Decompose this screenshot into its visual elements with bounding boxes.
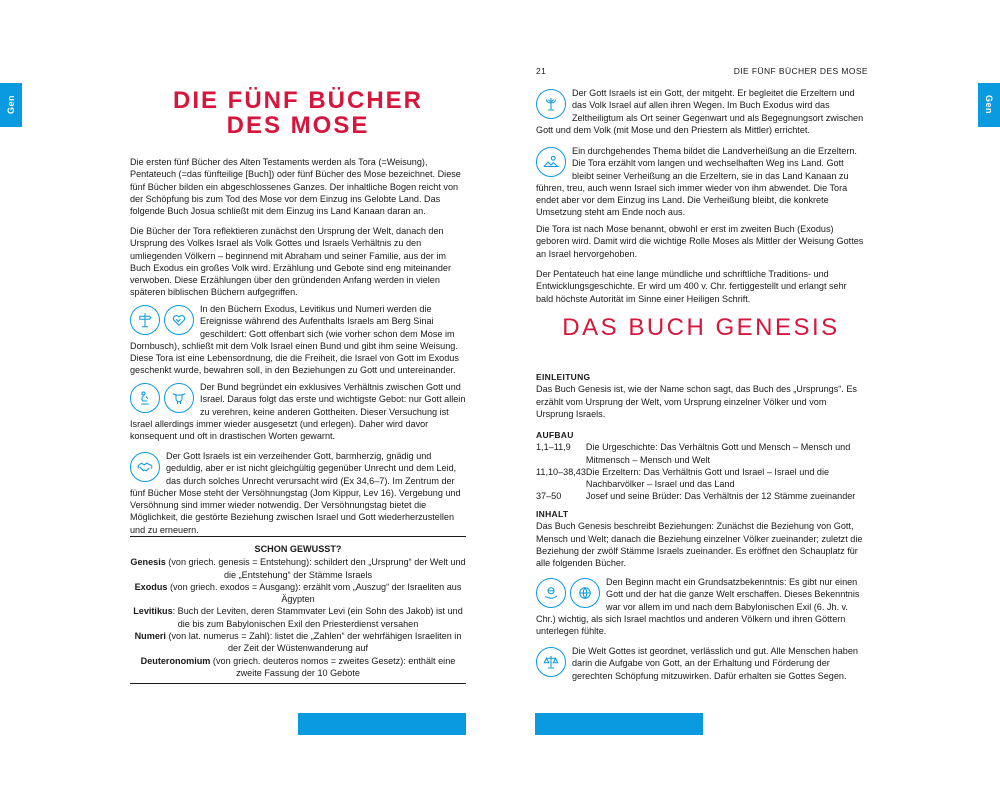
footer-bar-right [535, 713, 703, 735]
box-entry-exodus: Exodus (von griech. exodos = Ausgang): erzählt vom „Auszug“ der Israeliten aus Ägypten [134, 581, 462, 605]
book-tab-right[interactable] [978, 83, 1000, 127]
icon-group [130, 383, 194, 413]
icon-group [536, 89, 566, 119]
inhalt-section [536, 508, 866, 569]
table-row [536, 466, 866, 491]
box-entry-deuteronomium: Deuteronomium (von griech. deuteros nomos = zweites Gesetz): enthält eine zweite Fassung der 10 Gebote [140, 655, 456, 678]
inhalt-text: Das Buch Genesis beschreibt Beziehungen: Zunächst die Beziehung von Gott, Mensch und Welt; danach die Beziehung einzelner Völker zueinander; zuletzt die Beziehung der zwölf Stämme Israels zueinander. Es eröffnet den Schauplatz für alle folgenden Bücher. [536, 521, 863, 569]
icon-group [536, 647, 566, 677]
aufbau-desc: Die Erzeltern: Das Verhältnis Gott und Israel – Israel und die Nachbarvölker – Israel und das Land [585, 466, 830, 490]
box-title: SCHON GEWUSST? [254, 544, 342, 554]
intro-paragraph: Die ersten fünf Bücher des Alten Testaments werden als Tora (=Weisung), Pentateuch (=das fünfteilige [Buch]) oder fünf Bücher des Mose bezeichnet. Diese fünf Bücher bilden ein abgeschlossenes Ganzes. Der inhaltliche Bogen reicht von der Schöpfung bis zum Tod des Mose vor dem Einzug ins Gelobte Land. Das folgende Buch Josua schließt mit dem Einzug ins Land Kanaan daran an. [130, 157, 461, 217]
globe-icon [570, 578, 600, 608]
table-row [536, 490, 866, 502]
subhead-inhalt: INHALT [536, 509, 569, 519]
aufbau-ref: 37–50 [536, 491, 562, 502]
footer-bar-left [298, 713, 466, 735]
icon-paragraph-sinai: In den Büchern Exodus, Levitikus und Numeri werden die Ereignisse während des Aufenthalts Israels am Berg Sinai geschildert: Gott offenbart sich (wie vorher schon dem Mose im Dornbusch), schließt mit dem Volk Israel einen Bund und gibt ihm seine Weisung. Diese Tora ist eine Lebensordnung, die die Freiheit, die Israel von Gott im Exodus geschenkt wurde, bewahren soll, in den Beziehungen zu Gott und untereinander. [130, 304, 459, 376]
second-paragraph: Die Bücher der Tora reflektieren zunächst den Ursprung der Welt, danach den Ursprung des Volkes Israel als Volk Gottes und Israels Verhältnis zu den umliegenden Völkern – beginnend mit Abraham und seiner Familie, aus der im Buch Exodus ein großes Volk wird. Erzählung und Gebote sind eng miteinander verwoben. Diese Erzählungen über den gründenden Anfang werden in vielen späteren biblischen Büchern aufgegriffen. [130, 226, 451, 298]
aufbau-table [536, 441, 866, 502]
subhead-einleitung: EINLEITUNG [536, 372, 591, 382]
signpost-icon [130, 305, 160, 335]
world-hand-icon [536, 578, 566, 608]
icon-paragraph-creation: Den Beginn macht ein Grundsatzbekenntnis: Es gibt nur einen Gott und der hat die ganze Welt erschaffen. Dieses Bekenntnis war vor allem im und nach dem Babylonischen Exil (6. Jh. v. Chr.) wichtig, als sich Israel machtlos und anderen Völkern und ihren Göttern unterlegen fühlte. [536, 577, 860, 637]
einleitung-text: Das Buch Genesis ist, wie der Name schon sagt, das Buch des „Ursprungs“. Es erzählt vom Ursprung der Welt, vom Ursprung einzelner Völker und vom Ursprung Israels. [536, 384, 857, 419]
running-head: DIE FÜNF BÜCHER DES MOSE [733, 66, 868, 76]
handshake-icon [130, 452, 160, 482]
book-tab-label: Gen [984, 95, 994, 115]
landscape-sun-icon [536, 147, 566, 177]
aufbau-ref: 1,1–11,9 [536, 442, 571, 453]
icon-paragraph-forgiveness: Der Gott Israels ist ein verzeihender Gott, barmherzig, gnädig und geduldig, aber er ist nicht gleichgültig gegenüber Unrecht und dem Leid, das durch solches Unrecht verursacht wird (Ex 34,6–7). Im Zentrum der fünf Bücher Mose steht der Versöhnungstag (Jom Kippur, Lev 16). Vergebung und Versöhnung sind immer wieder notwendig. Der Versöhnungstag bietet die Möglichkeit, die gestörte Beziehung zwischen Israel und Gott wiederherzustellen und zu erneuern. [130, 451, 461, 535]
book-tab-label: Gen [6, 95, 16, 115]
icon-paragraph-presence: Der Gott Israels ist ein Gott, der mitgeht. Er begleitet die Erzeltern und das Volk Israel auf allen ihren Wegen. Im Buch Exodus wird das Zeltheiligtum als Ort seiner Gegenwart und als Begegnungsort zwischen Gott und dem Volk (mit Mose und den Priestern als Mittler) errichtet. [536, 88, 864, 135]
aufbau-ref: 11,10–38,43 [536, 466, 586, 477]
bull-idol-icon [164, 383, 194, 413]
icon-paragraph-land: Ein durchgehendes Thema bildet die Landverheißung an die Erzeltern. Die Tora erzählt vom langen und wechselhaften Weg ins Land. Gott bleibt seiner Verheißung an die Erzeltern, sie in das Land Kanaan zu führen, treu, auch wenn Israel sich immer wieder von ihm abwendet. Die Tora endet aber vor dem Einzug ins Land. Die Verheißung bleibt, die konkrete Umsetzung steht am Ende noch aus. [536, 146, 857, 218]
subhead-aufbau: AUFBAU [536, 430, 574, 440]
praying-person-icon [130, 383, 160, 413]
title-line-1: DIE FÜNF BÜCHER [173, 87, 423, 114]
icon-group [130, 452, 160, 482]
page-title [130, 88, 466, 138]
title-line-2: DES MOSE [226, 112, 370, 139]
icon-group [536, 147, 566, 177]
box-entry-numeri: Numeri (von lat. numerus = Zahl): listet die „Zahlen“ der wehrfähigen Israeliten in der Zeit der Wüstenwanderung auf [134, 631, 462, 654]
icon-paragraph-order: Die Welt Gottes ist geordnet, verlässlich und gut. Alle Menschen haben darin die Aufgabe von Gott, an der Erhaltung und Förderung der gerechten Schöpfung mitzuwirken. Dafür erhalten sie Gottes Segen. [536, 645, 866, 682]
aufbau-desc: Josef und seine Brüder: Das Verhältnis der 12 Stämme zueinander [585, 491, 856, 502]
paragraph-moses-name: Die Tora ist nach Mose benannt, obwohl er erst im zweiten Buch (Exodus) geboren wird. Damit wird die wichtige Rolle Moses als Mittler der Weisung Gottes an Israel hervorgehoben. [536, 224, 864, 259]
aufbau-desc: Die Urgeschichte: Das Verhältnis Gott und Mensch – Mensch und Mitmensch – Mensch und Welt [585, 442, 851, 465]
aufbau-section [536, 429, 866, 503]
scales-icon [536, 647, 566, 677]
did-you-know-box [130, 536, 466, 684]
heart-hands-icon [164, 305, 194, 335]
icon-paragraph-covenant: Der Bund begründet ein exklusives Verhältnis zwischen Gott und Israel. Daraus folgt das erste und wichtigste Gebot: nur Gott allein zu verehren, keine anderen Gottheiten. Dieser Versuchung ist Israel allerdings immer wieder ausgesetzt (und erlegen). Daher wird davor konsequent und oft in drastischen Worten gewarnt. [130, 382, 466, 442]
box-entry-genesis: Genesis (von griech. genesis = Entstehung): schildert den „Ursprung“ der Welt und die „Entstehung“ der Stämme Israels [130, 557, 466, 580]
page-number: 21 [536, 66, 547, 76]
table-row [536, 441, 866, 466]
menorah-icon [536, 89, 566, 119]
right-page [500, 0, 1000, 800]
section-title: DAS BUCH GENESIS [562, 314, 840, 341]
icon-group [130, 305, 194, 335]
icon-group [536, 578, 600, 608]
box-entry-levitikus: Levitikus: Buch der Leviten, deren Stammvater Levi (ein Sohn des Jakob) ist und die bis zum Babylonischen Exil den Priesterdienst versahen [133, 606, 463, 629]
einleitung-section [536, 371, 866, 420]
book-tab-left[interactable] [0, 83, 22, 127]
paragraph-pentateuch-history: Der Pentateuch hat eine lange mündliche und schriftliche Traditions- und Entwicklungsgeschichte. Er wird um 400 v. Chr. fertiggestellt und erlangt sehr bald höchste Autorität im Sinne einer Heiligen Schrift. [536, 269, 847, 304]
